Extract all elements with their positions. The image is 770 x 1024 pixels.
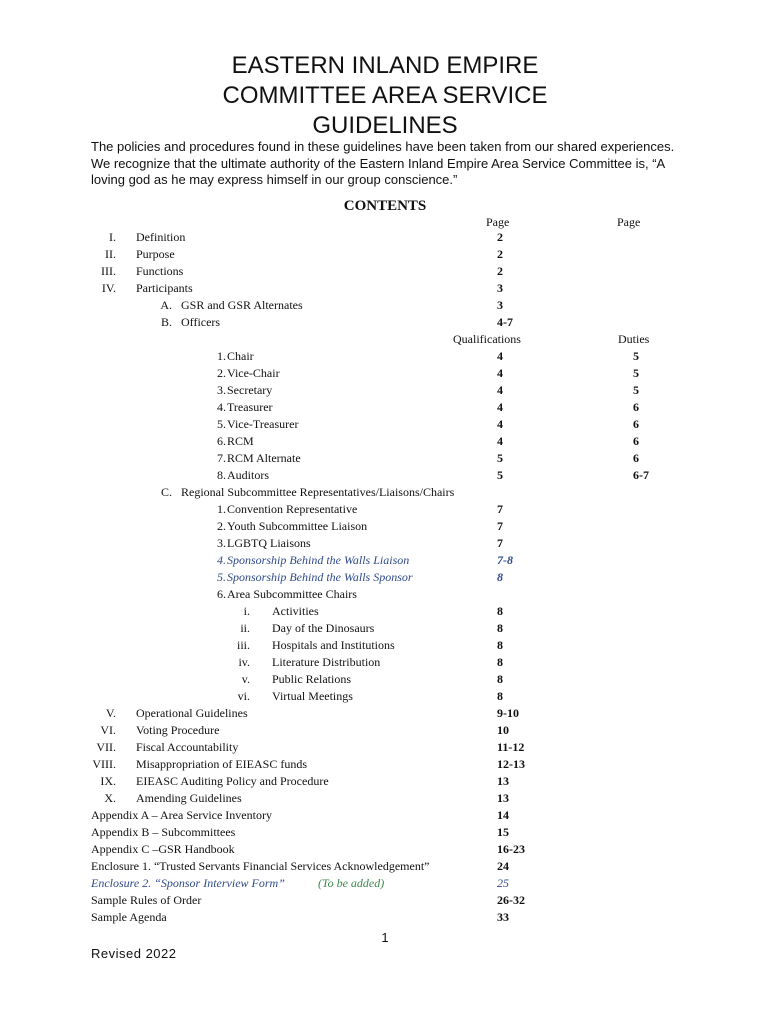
contents-heading: CONTENTS [343,198,427,214]
toc-label: EIEASC Auditing Policy and Procedure [136,774,329,788]
toc-page: 7 [497,536,503,550]
toc-number: 5. [217,570,226,584]
toc-label: Public Relations [272,672,351,686]
toc-number: X. [104,791,116,805]
toc-page: 7 [497,519,503,533]
toc-row[interactable] [0,484,770,501]
toc-page: 15 [497,825,509,839]
toc-label: Youth Subcommittee Liaison [227,519,368,533]
duties-page: 6-7 [633,468,649,482]
page-number: 1 [381,930,389,945]
toc-label: Voting Procedure [136,723,220,737]
toc-label: Enclosure 2. “Sponsor Interview Form” [91,876,285,890]
toc-label: Vice-Chair [227,366,280,380]
toc-number: vi. [237,689,250,703]
toc-number: i. [243,604,250,618]
toc-label: Appendix A – Area Service Inventory [91,808,272,822]
toc-number: B. [160,315,172,329]
revised-note: Revised 2022 [91,946,177,961]
toc-label: Regional Subcommittee Representatives/Liaisons/Chairs [181,485,455,499]
toc-label: Appendix B – Subcommittees [91,825,236,839]
toc-number: I. [109,230,116,244]
toc-label: Officers [181,315,221,329]
toc-label: Hospitals and Institutions [272,638,395,652]
toc-label: LGBTQ Liaisons [227,536,311,550]
toc-label: Enclosure 1. “Trusted Servants Financial Services Acknowledgement” [91,859,430,873]
toc-page: 8 [497,621,503,635]
officers-header-row [0,331,770,348]
toc-page: 8 [497,604,503,618]
toc-number: iv. [238,655,250,669]
toc-row[interactable] [0,229,770,246]
toc-number: A. [160,298,172,312]
toc-page: 25 [497,876,509,890]
toc-row[interactable] [0,297,770,314]
toc-row[interactable] [0,773,770,790]
toc-label: Participants [136,281,193,295]
toc-number: ii. [240,621,250,635]
toc-page: 12-13 [497,757,525,771]
toc-number: II. [105,247,116,261]
qualifications-page: 5 [497,451,503,465]
toc-label: Sponsorship Behind the Walls Liaison [227,553,410,567]
toc-page: 8 [497,570,503,584]
toc-number: 6. [217,434,226,448]
toc-number: iii. [236,638,250,652]
toc-page: 2 [497,247,503,261]
qualifications-page: 5 [497,468,503,482]
toc-page: 10 [497,723,509,737]
toc-number: V. [105,706,116,720]
toc-label: Convention Representative [227,502,358,516]
toc-label: Fiscal Accountability [136,740,239,754]
toc-row-revised[interactable] [0,569,770,586]
toc-number: 3. [217,383,226,397]
toc-row[interactable] [0,518,770,535]
toc-page: 11-12 [497,740,525,754]
toc-page: 24 [497,859,509,873]
document-title-line3: GUIDELINES [312,112,458,139]
appendix-row[interactable] [0,841,770,858]
page-column-header-2: Page [617,215,641,229]
toc-row[interactable] [0,671,770,688]
duties-page: 6 [633,451,639,465]
toc-row[interactable] [0,705,770,722]
toc-page: 8 [497,655,503,669]
toc-row[interactable] [0,722,770,739]
toc-label: Misappropriation of EIEASC funds [136,757,307,771]
toc-number: v. [241,672,250,686]
toc-number: VI. [100,723,116,737]
toc-number: 6. [217,587,226,601]
toc-label: GSR and GSR Alternates [181,298,303,312]
toc-number: 2. [217,366,226,380]
toc-number: III. [101,264,116,278]
toc-label: Operational Guidelines [136,706,248,720]
toc-number: 8. [217,468,226,482]
toc-label: Treasurer [227,400,273,414]
intro-paragraph: The policies and procedures found in these guidelines have been taken from our shared experiences. We recognize that the ultimate authority of the Eastern Inland Empire Area Service Committee is, “A loving god as he may express himself in our group conscience.” [91,139,675,187]
toc-label: Activities [272,604,319,618]
officer-row[interactable] [0,399,770,416]
toc-row[interactable] [0,688,770,705]
toc-row[interactable] [0,654,770,671]
officer-row[interactable] [0,365,770,382]
toc-label: Auditors [227,468,269,482]
toc-number: VIII. [92,757,116,771]
toc-label: Amending Guidelines [136,791,242,805]
toc-label: Vice-Treasurer [227,417,299,431]
toc-page: 13 [497,791,509,805]
toc-row[interactable] [0,620,770,637]
toc-number: 1. [217,349,226,363]
toc-page: 33 [497,910,509,924]
toc-row[interactable] [0,280,770,297]
officer-row[interactable] [0,450,770,467]
toc-page: 9-10 [497,706,519,720]
toc-page: 7-8 [497,553,513,567]
page-column-header: Page [486,215,510,229]
toc-number: VII. [96,740,116,754]
qualifications-page: 4 [497,366,503,380]
toc-page: 14 [497,808,509,822]
toc-number: IV. [101,281,116,295]
toc-label: Chair [227,349,254,363]
toc-page: 8 [497,689,503,703]
qualifications-page: 4 [497,400,503,414]
duties-page: 6 [633,400,639,414]
toc-page: 4-7 [497,315,513,329]
duties-page: 5 [633,366,639,380]
toc-row[interactable] [0,314,770,331]
toc-page: 2 [497,264,503,278]
document-title-line2: COMMITTEE AREA SERVICE [222,82,548,109]
qualifications-page: 4 [497,434,503,448]
toc-number: C. [160,485,172,499]
toc-page: 3 [497,281,503,295]
toc-label: Sponsorship Behind the Walls Sponsor [227,570,413,584]
toc-row[interactable] [0,535,770,552]
toc-page: 7 [497,502,503,516]
toc-number: 4. [217,400,226,414]
toc-number: 2. [217,519,226,533]
toc-row[interactable] [0,501,770,518]
toc-label: Secretary [227,383,273,397]
toc-page: 13 [497,774,509,788]
toc-page: 8 [497,638,503,652]
duties-page: 6 [633,417,639,431]
toc-number: 7. [217,451,226,465]
qualifications-column-header: Qualifications [453,332,521,346]
duties-page: 5 [633,383,639,397]
toc-page: 2 [497,230,503,244]
officer-row[interactable] [0,416,770,433]
toc-label: Sample Rules of Order [91,893,202,907]
appendix-row[interactable] [0,858,770,875]
to-be-added-note: (To be added) [318,876,385,890]
toc-row[interactable] [0,739,770,756]
duties-column-header: Duties [618,332,650,346]
toc-page: 26-32 [497,893,525,907]
toc-label: Virtual Meetings [272,689,353,703]
toc-page: 3 [497,298,503,312]
officer-row[interactable] [0,467,770,484]
toc-label: Literature Distribution [272,655,381,669]
toc-label: Area Subcommittee Chairs [227,587,357,601]
appendix-row[interactable] [0,909,770,926]
toc-label: Functions [136,264,184,278]
toc-row[interactable] [0,263,770,280]
toc-label: RCM [227,434,254,448]
appendix-row-revised[interactable] [0,875,770,892]
toc-row[interactable] [0,756,770,773]
toc-number: IX. [100,774,116,788]
qualifications-page: 4 [497,349,503,363]
toc-page: 8 [497,672,503,686]
toc-label: Sample Agenda [91,910,167,924]
appendix-row[interactable] [0,824,770,841]
toc-row[interactable] [0,586,770,603]
toc-row[interactable] [0,246,770,263]
toc-label: Purpose [136,247,175,261]
officer-row[interactable] [0,348,770,365]
qualifications-page: 4 [497,417,503,431]
appendix-row[interactable] [0,892,770,909]
toc-row[interactable] [0,603,770,620]
toc-label: Day of the Dinosaurs [272,621,375,635]
duties-page: 6 [633,434,639,448]
officer-row[interactable] [0,433,770,450]
toc-label: RCM Alternate [227,451,301,465]
toc-number: 5. [217,417,226,431]
document-title-line1: EASTERN INLAND EMPIRE [231,52,539,79]
toc-row-revised[interactable] [0,552,770,569]
appendix-row[interactable] [0,807,770,824]
qualifications-page: 4 [497,383,503,397]
toc-row[interactable] [0,790,770,807]
toc-number: 4. [217,553,226,567]
toc-number: 3. [217,536,226,550]
duties-page: 5 [633,349,639,363]
toc-page: 16-23 [497,842,525,856]
officer-row[interactable] [0,382,770,399]
toc-row[interactable] [0,637,770,654]
toc-label: Appendix C –GSR Handbook [91,842,235,856]
toc-number: 1. [217,502,226,516]
toc-label: Definition [136,230,186,244]
